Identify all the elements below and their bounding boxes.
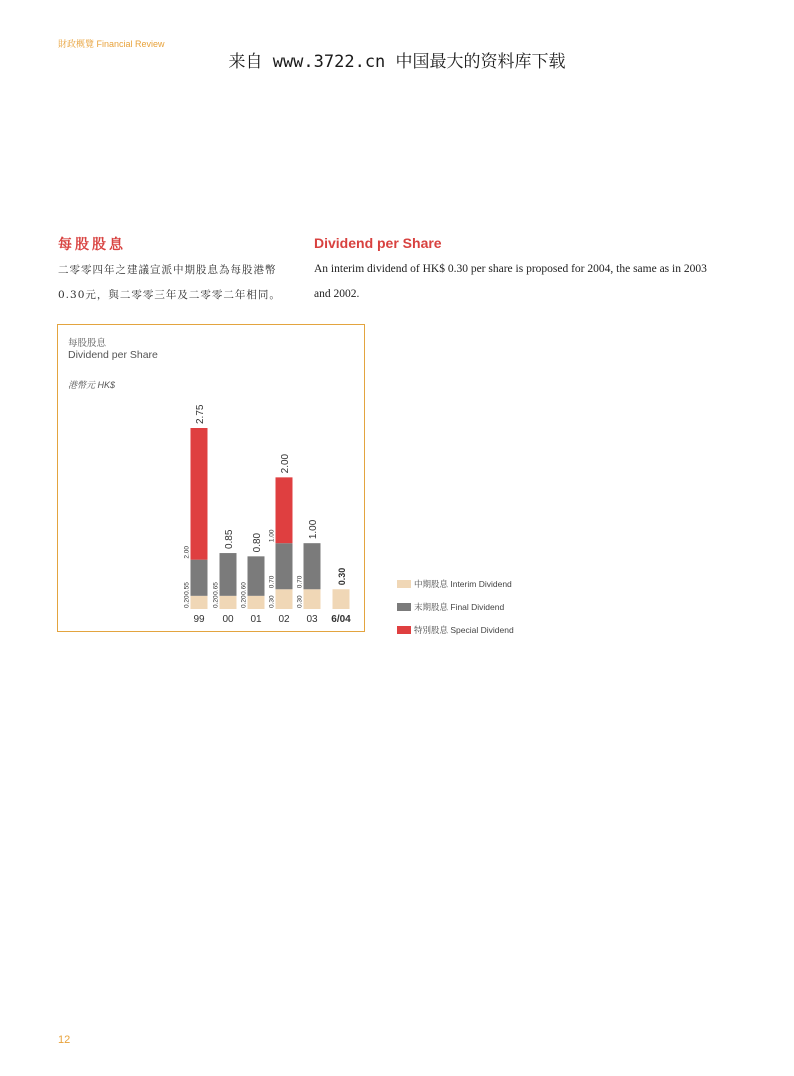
- bar-total-label: 2.75: [195, 404, 206, 424]
- section-header: 財政概覽 Financial Review: [58, 39, 165, 49]
- chart-title-zh: 每股股息: [68, 338, 107, 349]
- x-tick-label: 6/04: [331, 614, 351, 625]
- segment-label: 2.00: [183, 545, 191, 559]
- chart-title-en: Dividend per Share: [68, 349, 158, 361]
- legend-swatch: [397, 626, 411, 634]
- x-tick-label: 03: [306, 614, 318, 625]
- bar-segment-02-s0: [276, 589, 293, 609]
- page-number: 12: [58, 1034, 71, 1046]
- x-tick-label: 01: [250, 614, 262, 625]
- bar-segment-01-s0: [248, 596, 265, 609]
- section-title-zh: 每股股息: [58, 237, 126, 253]
- section-body-en: An interim dividend of HK$ 0.30 per share is proposed for 2004, the same as in 2003 and 2002.: [314, 263, 707, 300]
- segment-label: 1.00: [268, 529, 276, 543]
- bar-segment-01-s1: [248, 556, 265, 595]
- bar-total-label: 0.80: [252, 532, 263, 553]
- legend-label: 特別股息 Special Dividend: [414, 625, 514, 635]
- bar-total-label: 0.30: [337, 567, 347, 586]
- segment-label: 0.65: [212, 582, 220, 595]
- segment-label: 0.30: [296, 595, 304, 608]
- legend-label: 末期股息 Final Dividend: [414, 602, 505, 612]
- bar-total-label: 1.00: [308, 519, 319, 540]
- bar-segment-03-s0: [304, 589, 321, 609]
- segment-label: 0.20: [183, 595, 191, 608]
- x-tick-label: 02: [278, 614, 290, 625]
- bar-segment-99-s2: [191, 428, 208, 560]
- segment-label: 0.60: [240, 582, 248, 595]
- bar-segment-99-s1: [191, 560, 208, 596]
- segment-label: 0.70: [268, 575, 276, 589]
- legend-swatch: [397, 603, 411, 611]
- segment-label: 0.55: [183, 582, 191, 595]
- segment-label: 0.20: [240, 595, 248, 608]
- legend-label: 中期股息 Interim Dividend: [414, 579, 512, 589]
- chart-unit: 港幣元 HK$: [68, 380, 116, 390]
- legend-swatch: [397, 580, 411, 588]
- bar-segment-00-s0: [220, 596, 237, 609]
- bar-total-label: 2.00: [280, 453, 291, 474]
- legend-item: [397, 624, 514, 636]
- legend-item: [397, 601, 504, 613]
- bar-segment-02-s2: [276, 477, 293, 543]
- x-tick-label: 99: [193, 614, 205, 625]
- segment-label: 0.20: [212, 595, 220, 608]
- section-title-en: Dividend per Share: [314, 235, 442, 251]
- bar-total-label: 0.85: [224, 529, 235, 550]
- x-tick-label: 00: [222, 614, 234, 625]
- bar-segment-03-s1: [304, 543, 321, 589]
- bar-segment-99-s0: [191, 596, 208, 609]
- watermark-text: 来自 www.3722.cn 中国最大的资料库下载: [228, 52, 566, 72]
- bar-segment-00-s1: [220, 553, 237, 596]
- segment-label: 0.70: [296, 575, 304, 589]
- bar-segment-02-s1: [276, 543, 293, 589]
- legend-item: [397, 578, 512, 590]
- section-body-zh: 二零零四年之建議宣派中期股息為每股港幣0.30元，與二零零三年及二零零二年相同。: [58, 264, 281, 301]
- segment-label: 0.30: [268, 595, 276, 608]
- bar-segment-6-04-s0: [333, 589, 350, 609]
